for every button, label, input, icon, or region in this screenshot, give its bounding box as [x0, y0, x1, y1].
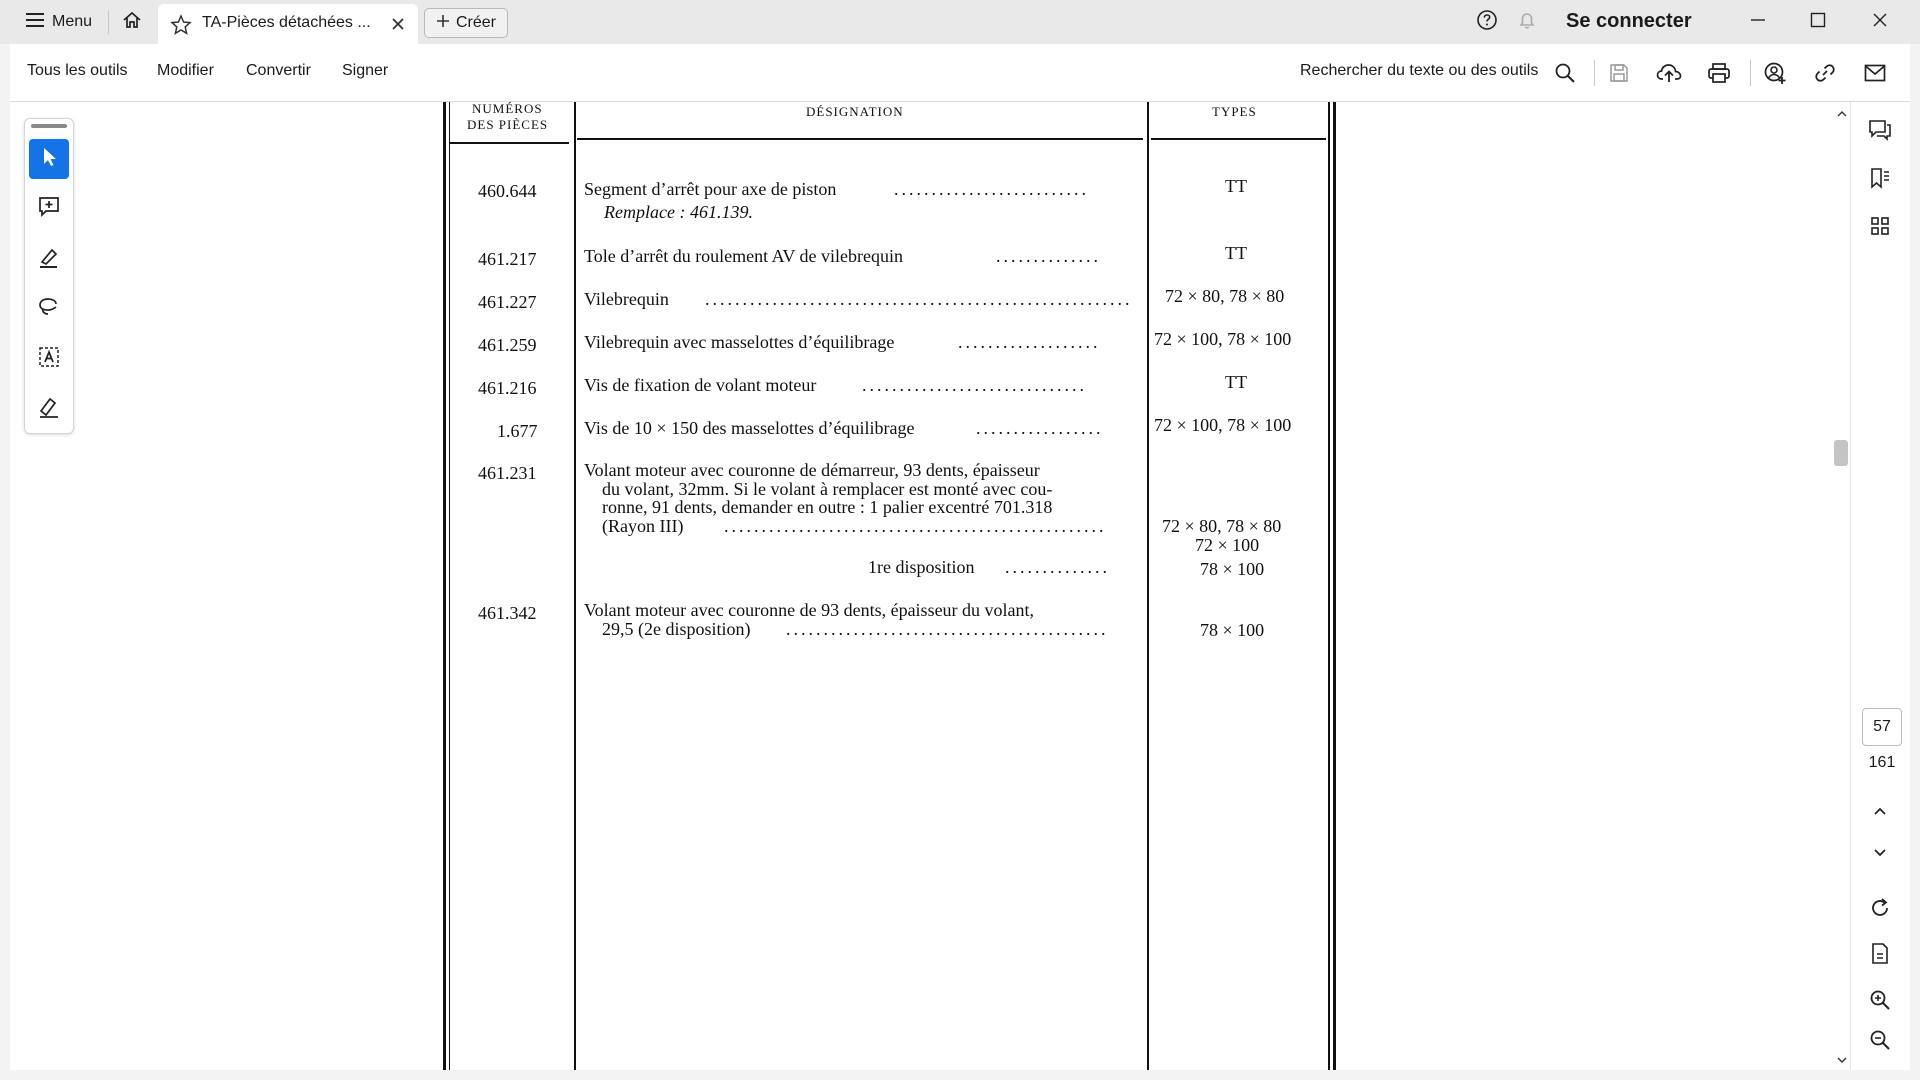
text-box-icon	[37, 345, 61, 374]
next-page-button[interactable]	[1864, 838, 1896, 870]
chevron-up-icon	[1872, 805, 1888, 823]
part-types: TT	[1225, 176, 1247, 196]
comment-add-icon	[37, 195, 61, 224]
zoom-in-button[interactable]	[1864, 986, 1896, 1018]
part-designation: Vilebrequin avec masselottes d’équilibrage	[584, 332, 895, 352]
print-icon[interactable]	[1704, 58, 1734, 88]
pen-icon	[37, 245, 61, 274]
help-button[interactable]	[1472, 8, 1502, 36]
draw-tool-button[interactable]	[29, 289, 69, 329]
part-types: 72 × 100	[1195, 535, 1260, 555]
comments-icon	[1868, 119, 1892, 146]
table-border-left	[443, 102, 446, 1070]
part-number: 461.231	[478, 463, 537, 483]
leader-dots: .........................................................	[705, 289, 1133, 309]
star-icon[interactable]	[170, 14, 192, 41]
replacement-note: Remplace : 461.139.	[604, 202, 753, 222]
header-types: TYPES	[1212, 104, 1257, 119]
part-designation: Vis de fixation de volant moteur	[584, 375, 817, 395]
table-border-right-outer	[1333, 102, 1336, 1070]
leader-dots: ..............................	[862, 375, 1087, 395]
grid-icon	[1870, 216, 1890, 241]
leader-dots: ...................	[958, 332, 1101, 352]
mail-icon[interactable]	[1860, 58, 1890, 88]
zoom-out-button[interactable]	[1864, 1026, 1896, 1058]
divider	[1594, 60, 1595, 86]
signature-pen-icon	[37, 395, 61, 424]
upload-cloud-icon[interactable]	[1654, 58, 1684, 88]
current-page-input[interactable]: 57	[1862, 708, 1902, 746]
save-icon[interactable]	[1604, 58, 1634, 88]
maximize-icon	[1809, 11, 1827, 34]
maximize-button[interactable]	[1800, 6, 1836, 38]
part-types: 72 × 100, 78 × 100	[1154, 329, 1292, 349]
column-divider	[574, 102, 576, 1070]
chevron-down-icon	[1872, 845, 1888, 863]
scroll-up-icon[interactable]	[1836, 106, 1848, 124]
page-fit-button[interactable]	[1864, 940, 1896, 972]
thumbnails-panel-button[interactable]	[1864, 212, 1896, 244]
part-number: 461.342	[478, 603, 537, 623]
close-window-button[interactable]	[1862, 6, 1898, 38]
part-types: 72 × 80, 78 × 80	[1162, 516, 1282, 536]
comments-panel-button[interactable]	[1864, 116, 1896, 148]
search-icon[interactable]	[1550, 58, 1580, 88]
minimize-button[interactable]	[1740, 6, 1776, 38]
disposition-label: 1re disposition	[868, 557, 975, 577]
home-button[interactable]	[114, 6, 150, 38]
select-tool-button[interactable]	[29, 139, 69, 179]
plus-icon	[436, 14, 450, 33]
sign-in-button[interactable]: Se connecter	[1566, 10, 1692, 32]
part-types: TT	[1225, 372, 1247, 392]
menu-label: Menu	[51, 13, 93, 30]
document-tab[interactable]	[158, 4, 418, 44]
create-button[interactable]	[424, 8, 508, 38]
sign-menu[interactable]: Signer	[342, 62, 389, 79]
scrollbar-thumb[interactable]	[1834, 440, 1848, 466]
part-number: 461.227	[478, 292, 537, 312]
leader-dots: ..............	[1005, 557, 1110, 577]
cursor-icon	[39, 146, 59, 173]
sign-tool-button[interactable]	[29, 389, 69, 429]
document-margin	[1485, 102, 1835, 1070]
header-rule	[1151, 138, 1326, 140]
table-border-right	[1328, 102, 1330, 1070]
palette-grip[interactable]	[31, 124, 67, 128]
link-icon[interactable]	[1810, 58, 1840, 88]
convert-menu[interactable]: Convertir	[246, 62, 311, 79]
part-types: TT	[1225, 243, 1247, 263]
part-designation: Vis de 10 × 150 des masselottes d’équilibrage	[584, 418, 915, 438]
zoom-out-icon	[1869, 1029, 1891, 1056]
leader-dots: ..........................	[894, 179, 1089, 199]
bookmark-icon	[1868, 166, 1892, 195]
part-designation-line: (Rayon III)	[602, 516, 684, 536]
header-rule	[577, 138, 1143, 140]
part-designation: Vilebrequin	[584, 289, 669, 309]
close-tab-icon[interactable]	[388, 14, 408, 39]
part-types: 72 × 80, 78 × 80	[1165, 286, 1285, 306]
document-view[interactable]	[353, 102, 1485, 1070]
close-icon	[1871, 11, 1889, 34]
modify-menu[interactable]: Modifier	[157, 62, 214, 79]
title-bar	[0, 0, 1920, 44]
divider	[108, 10, 109, 34]
hamburger-icon	[26, 13, 44, 32]
previous-page-button[interactable]	[1864, 798, 1896, 830]
menu-button[interactable]	[14, 6, 104, 38]
highlight-tool-button[interactable]	[29, 239, 69, 279]
bookmarks-panel-button[interactable]	[1864, 164, 1896, 196]
home-icon	[122, 10, 142, 35]
zoom-in-icon	[1869, 989, 1891, 1016]
header-rule	[449, 142, 569, 144]
part-types: 72 × 100, 78 × 100	[1154, 415, 1292, 435]
part-designation-line: Volant moteur avec couronne de démarreur, 93 dents, épaisseur	[584, 460, 1040, 480]
page-fit-icon	[1869, 942, 1891, 971]
text-box-tool-button[interactable]	[29, 339, 69, 379]
leader-dots: ..............	[996, 246, 1101, 266]
share-user-icon[interactable]	[1760, 58, 1790, 88]
help-icon	[1476, 9, 1498, 36]
part-designation-line: du volant, 32mm. Si le volant à remplacer est monté avec cou-	[602, 479, 1053, 499]
create-label: Créer	[455, 14, 496, 31]
column-divider	[1147, 102, 1149, 1070]
main-toolbar	[10, 44, 1910, 102]
lasso-icon	[37, 295, 61, 324]
part-types: 78 × 100	[1200, 559, 1265, 579]
part-number: 461.216	[478, 378, 537, 398]
search-tools-label[interactable]: Rechercher du texte ou des outils	[1300, 62, 1539, 79]
part-number: 461.259	[478, 335, 537, 355]
all-tools-menu[interactable]: Tous les outils	[27, 62, 128, 79]
minimize-icon	[1749, 11, 1767, 34]
part-designation-line: ronne, 91 dents, demander en outre : 1 palier excentré 701.318	[602, 497, 1053, 517]
scroll-down-icon[interactable]	[1836, 1052, 1848, 1070]
header-numbers: NUMÉROS	[472, 101, 543, 116]
table-border-left-inner	[449, 102, 450, 1070]
quick-tools-palette	[24, 118, 74, 434]
part-designation-line: Volant moteur avec couronne de 93 dents, épaisseur du volant,	[584, 600, 1035, 620]
total-pages: 161	[1868, 754, 1896, 771]
leader-dots: .................	[976, 418, 1104, 438]
part-designation-line: 29,5 (2e disposition)	[602, 619, 751, 639]
divider	[1750, 60, 1751, 86]
bell-icon	[1516, 9, 1538, 36]
vertical-scrollbar[interactable]	[1834, 102, 1850, 1070]
part-types: 78 × 100	[1200, 620, 1265, 640]
leader-dots: ...........................................	[786, 619, 1109, 639]
add-comment-tool-button[interactable]	[29, 189, 69, 229]
part-designation: Segment d’arrêt pour axe de piston	[584, 179, 837, 199]
leader-dots: ...................................................	[724, 516, 1107, 536]
part-number: 460.644	[478, 181, 537, 201]
rotate-button[interactable]	[1864, 894, 1896, 926]
part-designation: Tole d’arrêt du roulement AV de vilebrequin	[584, 246, 903, 266]
tab-title: TA-Pièces détachées ...	[202, 14, 371, 31]
notifications-button[interactable]	[1512, 8, 1542, 36]
header-designation: DÉSIGNATION	[806, 104, 904, 119]
header-numbers-line2: DES PIÈCES	[467, 117, 549, 132]
part-number: 1.677	[497, 421, 538, 441]
rotate-icon	[1869, 897, 1891, 924]
part-number: 461.217	[478, 249, 537, 269]
